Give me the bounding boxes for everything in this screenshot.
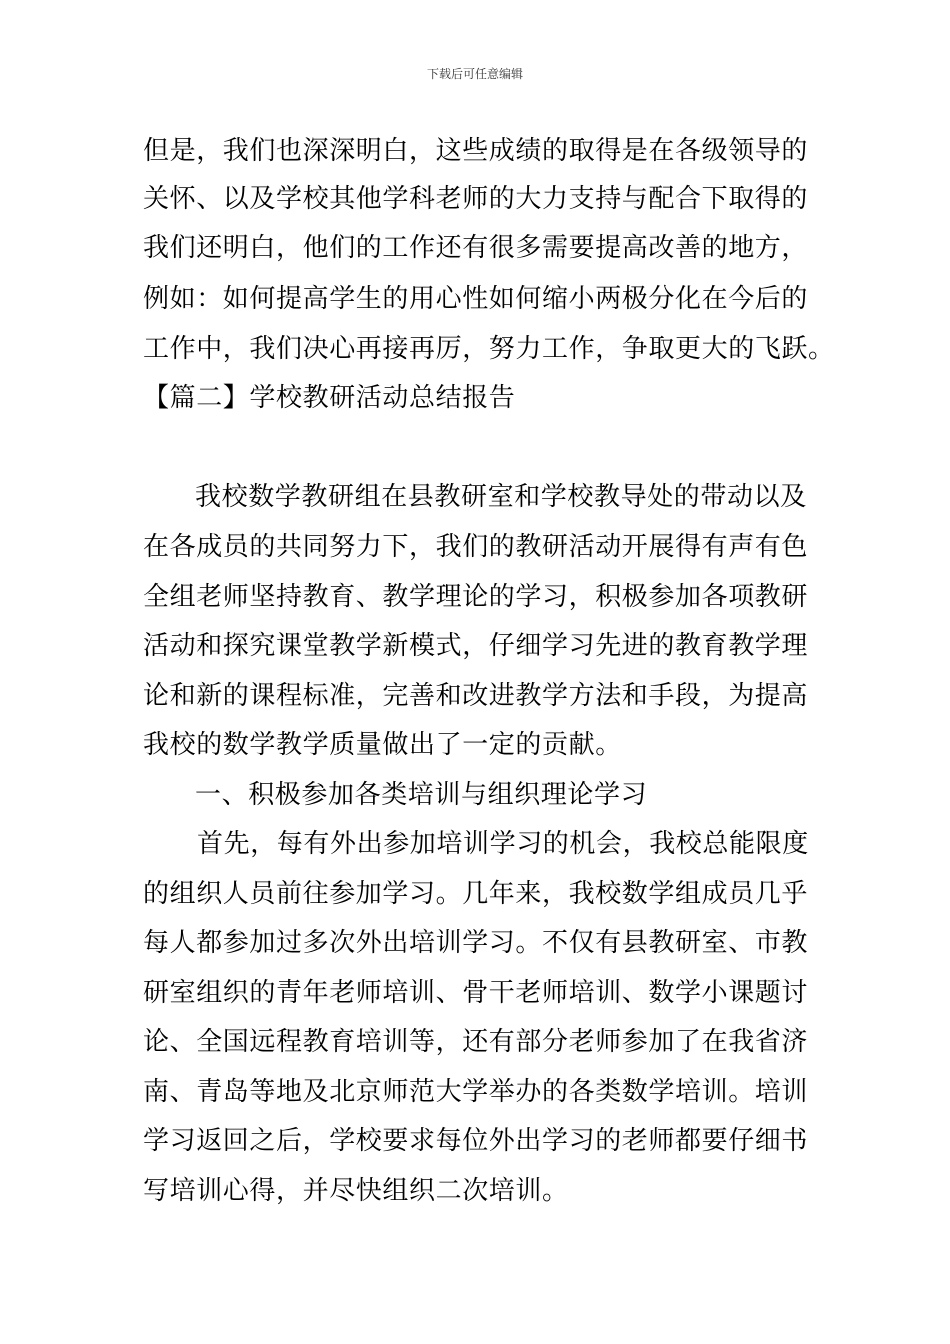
section-heading: 【篇二】学校教研活动总结报告	[143, 383, 516, 413]
body-line: 我校的数学教学质量做出了一定的贡献。	[143, 730, 622, 760]
body-line: 学习返回之后，学校要求每位外出学习的老师都要仔细书	[143, 1126, 809, 1156]
body-line: 例如：如何提高学生的用心性如何缩小两极分化在今后的	[143, 284, 809, 314]
body-line: 南、青岛等地及北京师范大学举办的各类数学培训。培训	[143, 1077, 809, 1107]
body-line: 研室组织的青年老师培训、骨干老师培训、数学小课题讨	[143, 978, 809, 1008]
body-line: 我校数学教研组在县教研室和学校教导处的带动以及	[195, 482, 807, 512]
body-line: 关怀、以及学校其他学科老师的大力支持与配合下取得的	[143, 184, 809, 214]
body-line: 论、全国远程教育培训等，还有部分老师参加了在我省济	[143, 1027, 809, 1057]
body-line: 工作中，我们决心再接再厉，努力工作，争取更大的飞跃。	[143, 334, 835, 364]
body-line: 论和新的课程标准，完善和改进教学方法和手段，为提高	[143, 681, 809, 711]
body-line: 我们还明白，他们的工作还有很多需要提高改善的地方，	[143, 233, 809, 263]
body-line: 全组老师坚持教育、教学理论的学习，积极参加各项教研	[143, 582, 809, 612]
body-line: 的组织人员前往参加学习。几年来，我校数学组成员几乎	[143, 879, 809, 909]
header-note: 下载后可任意编辑	[426, 67, 523, 81]
subheading: 一、积极参加各类培训与组织理论学习	[195, 780, 648, 810]
body-line: 但是，我们也深深明白，这些成绩的取得是在各级领导的	[143, 136, 809, 166]
body-line: 活动和探究课堂教学新模式，仔细学习先进的教育教学理	[143, 631, 809, 661]
body-line: 在各成员的共同努力下，我们的教研活动开展得有声有色	[143, 532, 809, 562]
body-line: 每人都参加过多次外出培训学习。不仅有县教研室、市教	[143, 928, 809, 958]
body-line: 写培训心得，并尽快组织二次培训。	[143, 1176, 569, 1206]
body-line: 首先，每有外出参加培训学习的机会，我校总能限度	[197, 829, 809, 859]
